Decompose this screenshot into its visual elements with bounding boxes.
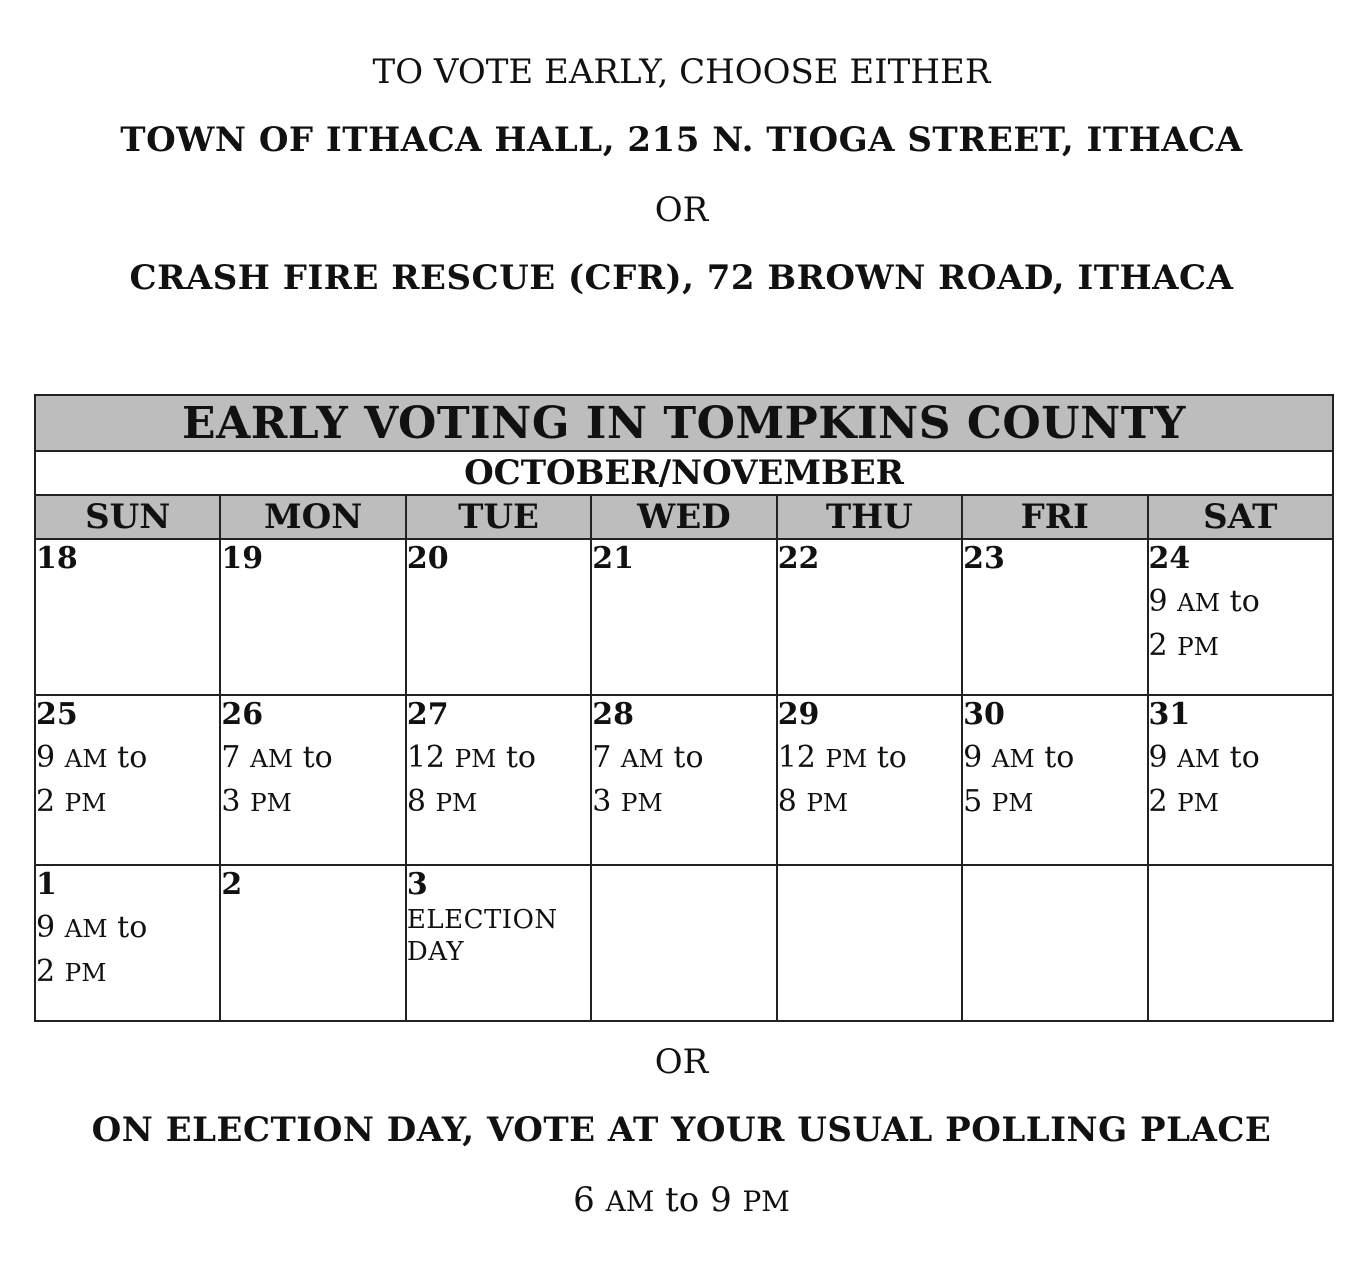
day-cell bbox=[962, 695, 1147, 865]
calendar-title: EARLY VOTING IN TOMPKINS COUNTY bbox=[35, 395, 1333, 451]
day-number: 27 bbox=[406, 697, 449, 732]
voting-hours: 12 PM to 8 PM bbox=[777, 740, 907, 819]
voting-hours: 9 AM to 2 PM bbox=[36, 910, 148, 989]
weekday-fri: FRI bbox=[962, 495, 1147, 539]
election-day-note: ELECTION DAY bbox=[406, 905, 558, 967]
weekday-thu: THU bbox=[777, 495, 962, 539]
or-separator-bottom: OR bbox=[654, 1042, 709, 1082]
day-number: 1 bbox=[36, 867, 57, 902]
day-cell bbox=[406, 695, 591, 865]
intro-text: TO VOTE EARLY, CHOOSE EITHER bbox=[372, 52, 991, 92]
day-cell bbox=[777, 695, 962, 865]
day-number: 23 bbox=[963, 541, 1005, 576]
weekday-sat: SAT bbox=[1148, 495, 1333, 539]
or-separator-top: OR bbox=[654, 190, 709, 230]
day-cell bbox=[1148, 539, 1333, 695]
voting-hours: 9 AM to 2 PM bbox=[1148, 740, 1260, 819]
day-cell bbox=[777, 539, 962, 695]
voting-hours: 9 AM to 5 PM bbox=[963, 740, 1075, 819]
day-number: 22 bbox=[777, 541, 820, 576]
day-cell bbox=[220, 539, 405, 695]
day-number: 26 bbox=[221, 697, 264, 732]
day-cell bbox=[1148, 695, 1333, 865]
calendar-month: OCTOBER/NOVEMBER bbox=[35, 451, 1333, 495]
weekday-header-row bbox=[35, 495, 1333, 539]
day-number: 28 bbox=[592, 697, 635, 732]
day-cell bbox=[35, 539, 220, 695]
day-cell bbox=[35, 865, 220, 1021]
empty-day-cell bbox=[1148, 865, 1333, 1021]
day-cell bbox=[591, 539, 776, 695]
day-number: 29 bbox=[777, 697, 820, 732]
day-cell bbox=[35, 695, 220, 865]
day-number: 31 bbox=[1148, 697, 1191, 732]
location-cfr: CRASH FIRE RESCUE (CFR), 72 BROWN ROAD, ITHACA bbox=[129, 258, 1234, 298]
day-cell bbox=[591, 695, 776, 865]
day-cell bbox=[406, 865, 591, 1021]
day-number: 25 bbox=[36, 697, 78, 732]
location-town-hall: TOWN OF ITHACA HALL, 215 N. TIOGA STREET, ITHACA bbox=[120, 120, 1243, 160]
weekday-tue: TUE bbox=[406, 495, 591, 539]
day-number: 24 bbox=[1148, 541, 1191, 576]
day-cell bbox=[220, 865, 405, 1021]
early-voting-calendar bbox=[34, 394, 1334, 1022]
day-cell bbox=[406, 539, 591, 695]
voting-hours: 7 AM to 3 PM bbox=[221, 740, 333, 819]
weekday-sun: SUN bbox=[35, 495, 220, 539]
week-row-1 bbox=[35, 539, 1333, 695]
day-number: 19 bbox=[221, 541, 264, 576]
day-number: 21 bbox=[592, 541, 635, 576]
voting-hours: 9 AM to 2 PM bbox=[36, 740, 148, 819]
week-row-3 bbox=[35, 865, 1333, 1021]
day-number: 30 bbox=[963, 697, 1005, 732]
empty-day-cell bbox=[777, 865, 962, 1021]
day-cell bbox=[962, 539, 1147, 695]
day-number: 20 bbox=[406, 541, 449, 576]
weekday-mon: MON bbox=[220, 495, 405, 539]
voting-hours: 12 PM to 8 PM bbox=[406, 740, 536, 819]
day-cell bbox=[220, 695, 405, 865]
day-number: 3 bbox=[406, 867, 428, 902]
week-row-2 bbox=[35, 695, 1333, 865]
empty-day-cell bbox=[591, 865, 776, 1021]
election-day-hours: 6 AM to 9 PM bbox=[573, 1180, 790, 1220]
day-number: 18 bbox=[36, 541, 78, 576]
weekday-wed: WED bbox=[591, 495, 776, 539]
day-number: 2 bbox=[221, 867, 243, 902]
voting-hours: 9 AM to 2 PM bbox=[1148, 584, 1260, 663]
election-day-instruction: ON ELECTION DAY, VOTE AT YOUR USUAL POLLING PLACE bbox=[91, 1110, 1272, 1150]
voting-hours: 7 AM to 3 PM bbox=[592, 740, 704, 819]
empty-day-cell bbox=[962, 865, 1147, 1021]
